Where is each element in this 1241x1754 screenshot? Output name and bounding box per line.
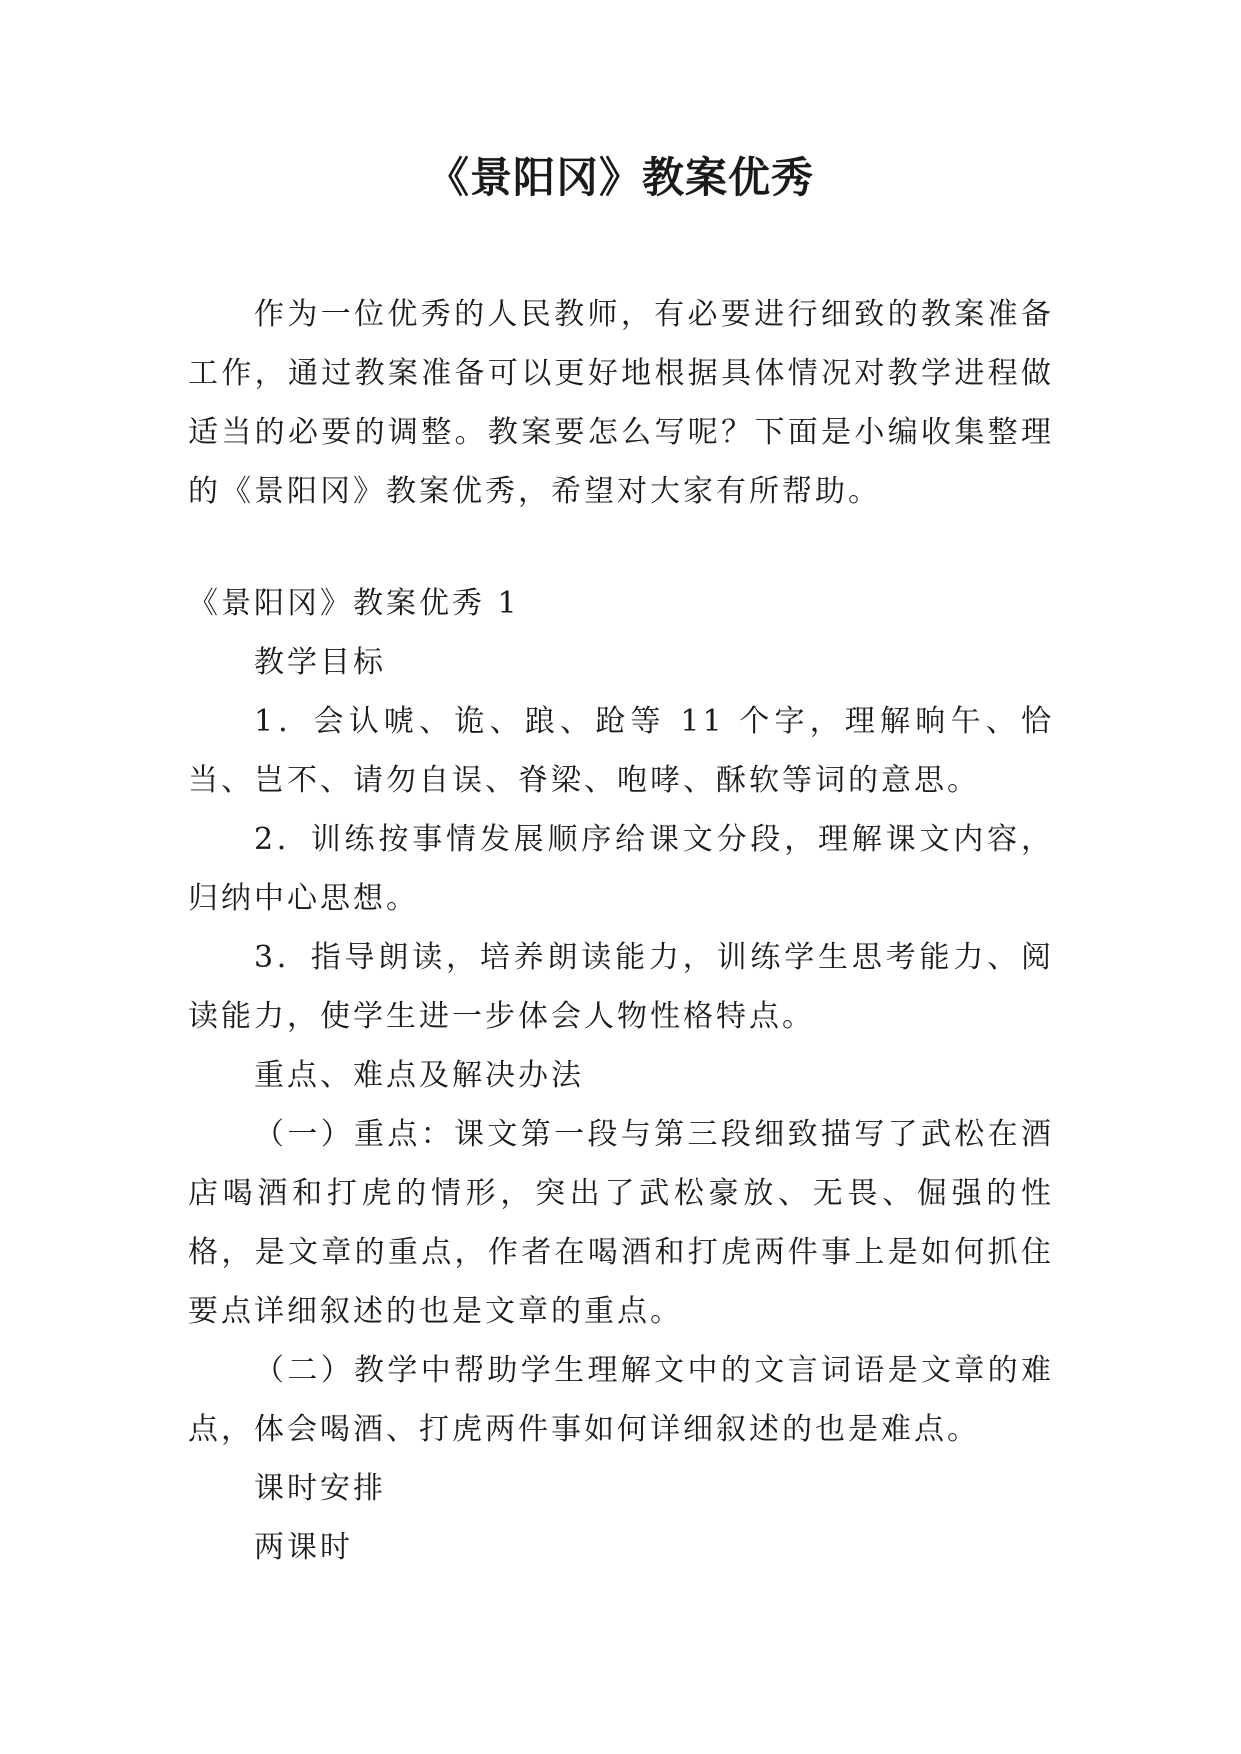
heading-key-points: 重点、难点及解决办法 [254, 1058, 584, 1093]
section-heading: 《景阳冈》教案优秀 1 [188, 586, 520, 621]
goal-item-3: 3．指导朗读，培养朗读能力，训练学生思考能力、阅读能力，使学生进一步体会人物性格特点。 [188, 940, 1054, 1034]
key-point-paragraph: （一）重点：课文第一段与第三段细致描写了武松在酒店喝酒和打虎的情形，突出了武松豪放、无畏、倔强的性格，是文章的重点，作者在喝酒和打虎两件事上是如何抓住要点详细叙述的也是文章的重点。 [188, 1117, 1054, 1329]
goal-item-1: 1．会认唬、诡、踉、跄等 11 个字，理解晌午、恰当、岂不、请勿自误、脊梁、咆哮、酥软等词的意思。 [188, 704, 1054, 798]
lesson-plan-content [188, 574, 1054, 1577]
difficulty-paragraph: （二）教学中帮助学生理解文中的文言词语是文章的难点，体会喝酒、打虎两件事如何详细叙述的也是难点。 [188, 1353, 1054, 1447]
document-title: 《景阳冈》教案优秀 [426, 153, 814, 202]
heading-teaching-goals: 教学目标 [254, 645, 386, 680]
goal-item-2: 2．训练按事情发展顺序给课文分段，理解课文内容，归纳中心思想。 [188, 822, 1054, 916]
intro-paragraph: 作为一位优秀的人民教师，有必要进行细致的教案准备工作，通过教案准备可以更好地根据具体情况对教学进程做适当的必要的调整。教案要怎么写呢？下面是小编收集整理的《景阳冈》教案优秀，希望对大家有所帮助。 [188, 297, 1054, 509]
schedule-value: 两课时 [254, 1530, 353, 1565]
heading-schedule: 课时安排 [254, 1471, 386, 1506]
intro-block [188, 285, 1054, 521]
